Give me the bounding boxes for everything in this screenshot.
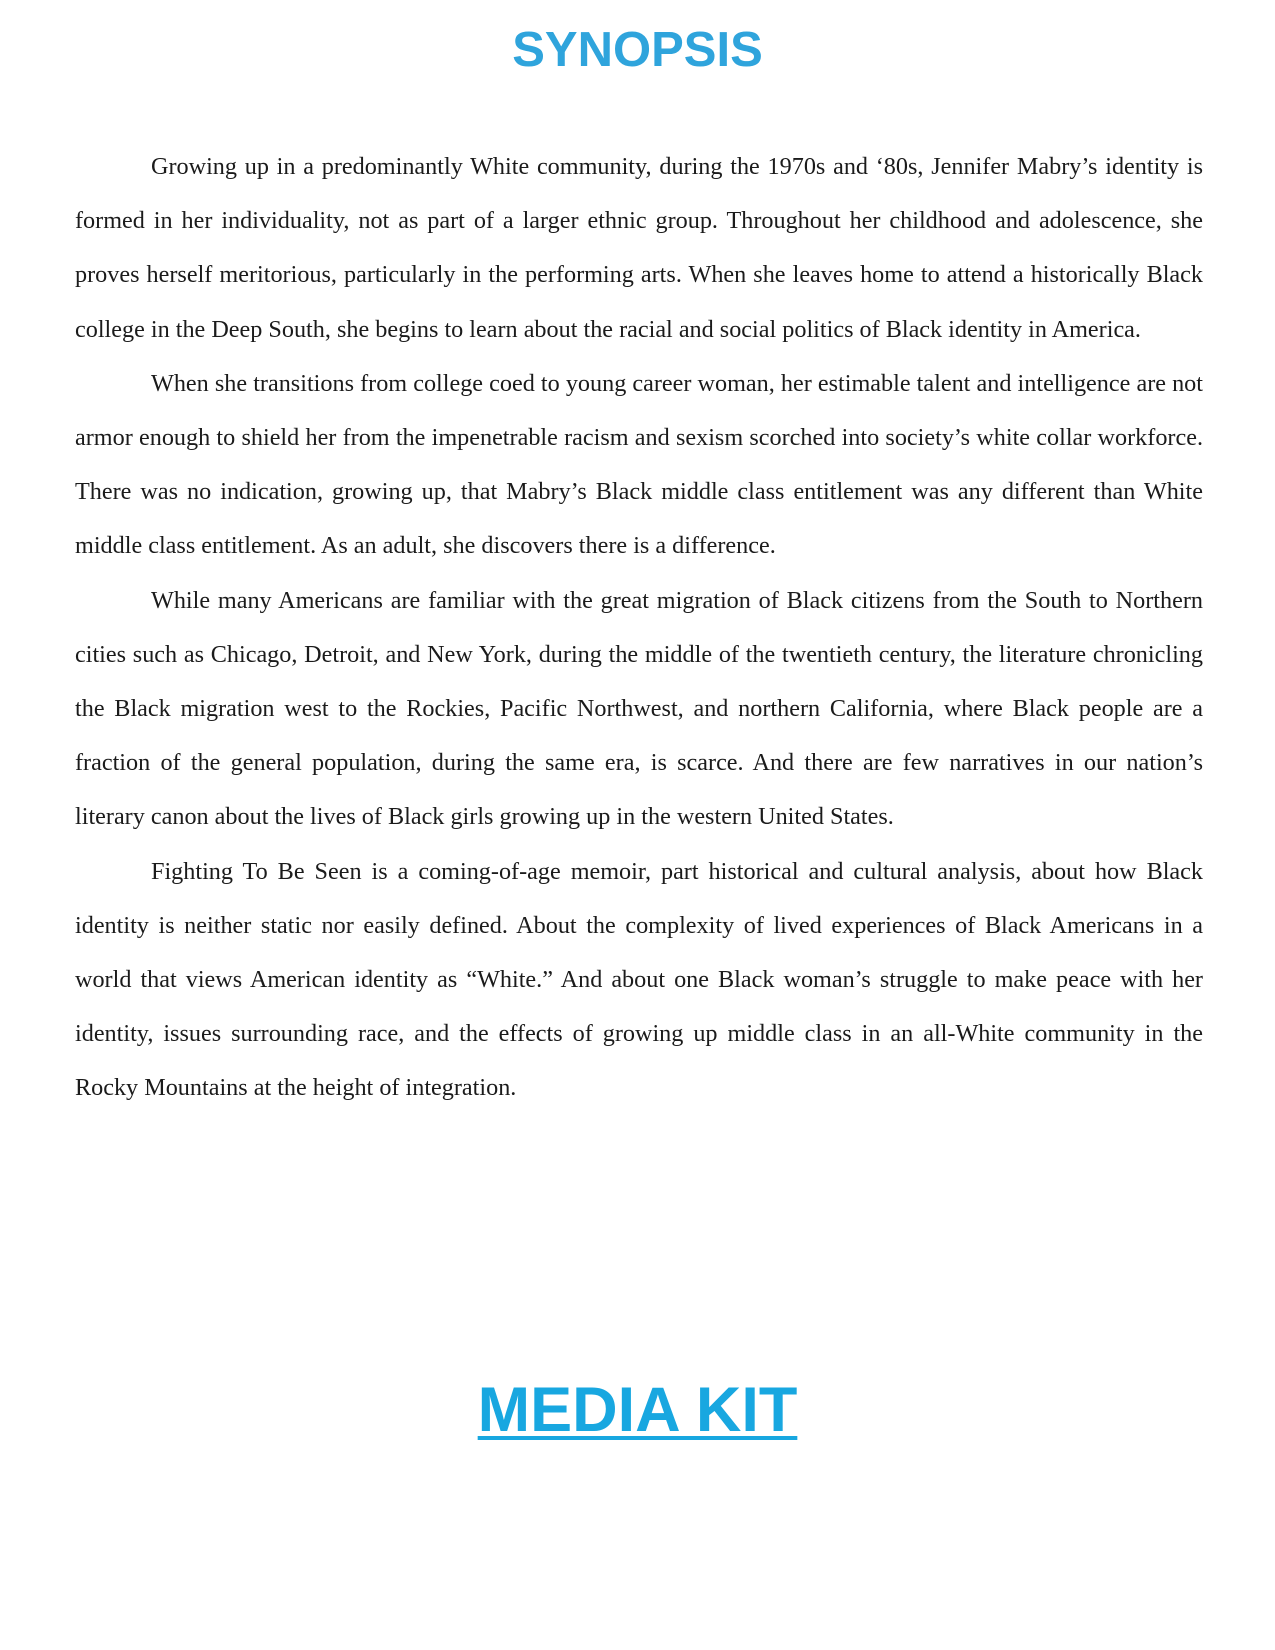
page-title: SYNOPSIS — [512, 23, 763, 77]
synopsis-body — [75, 140, 1203, 1116]
synopsis-paragraph: When she transitions from college coed to young career woman, her estimable talent and intelligence are not armor enough to shield her from the impenetrable racism and sexism scorched into society’s white collar workforce. There was no indication, growing up, that Mabry’s Black middle class entitlement was any different than White middle class entitlement. As an adult, she discovers there is a difference. — [75, 369, 1203, 560]
media-kit-container — [0, 1374, 1275, 1446]
media-kit-link[interactable]: MEDIA KIT — [477, 1375, 798, 1445]
synopsis-paragraph: Fighting To Be Seen is a coming-of-age memoir, part historical and cultural analysis, about how Black identity is neither static nor easily defined. About the complexity of lived experiences of Black Americans in a world that views American identity as “White.” And about one Black woman’s struggle to make peace with her identity, issues surrounding race, and the effects of growing up middle class in an all-White community in the Rocky Mountains at the height of integration. — [75, 857, 1203, 1102]
synopsis-paragraph: Growing up in a predominantly White community, during the 1970s and ‘80s, Jennifer Mabry’s identity is formed in her individuality, not as part of a larger ethnic group. Throughout her childhood and adolescence, she proves herself meritorious, particularly in the performing arts. When she leaves home to attend a historically Black college in the Deep South, she begins to learn about the racial and social politics of Black identity in America. — [75, 153, 1203, 343]
synopsis-paragraph: While many Americans are familiar with the great migration of Black citizens from the South to Northern cities such as Chicago, Detroit, and New York, during the middle of the twentieth century, the literature chronicling the Black migration west to the Rockies, Pacific Northwest, and northern California, where Black people are a fraction of the general population, during the same era, is scarce. And there are few narratives in our nation’s literary canon about the lives of Black girls growing up in the western United States. — [75, 586, 1203, 831]
